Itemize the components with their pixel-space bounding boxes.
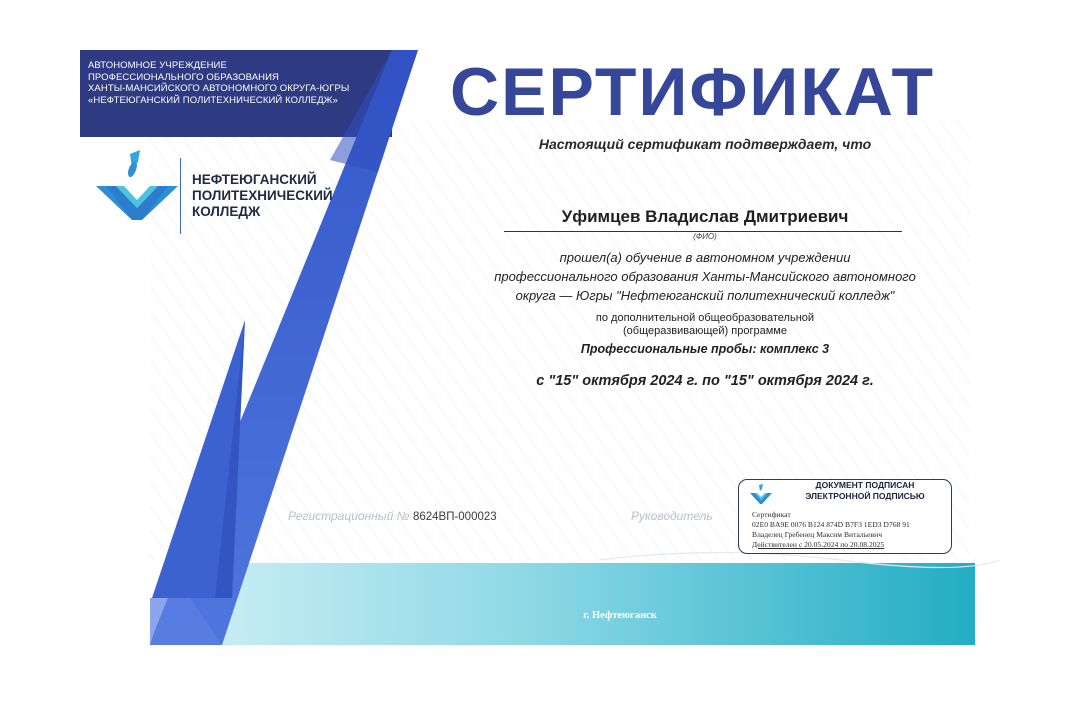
org-header-line: ХАНТЫ-МАНСИЙСКОГО АВТОНОМНОГО ОКРУГА-ЮГРЫ [88,83,350,94]
logo-divider [180,158,181,234]
esign-title-line: ДОКУМЕНТ ПОДПИСАН [815,480,915,490]
certificate-title: СЕРТИФИКАТ [450,54,936,130]
confirm-text: Настоящий сертификат подтверждает, что [538,136,872,152]
esign-title [775,480,955,502]
program-line: (общеразвивающей) программе [623,325,787,337]
logo-name [192,172,333,220]
esign-logo-icon [749,484,773,506]
description-line: прошел(а) обучение в автономном учреждении [559,250,851,265]
training-dates: с "15" октября 2024 г. по "15" октября 2024 г. [536,373,874,389]
logo-name-line: НЕФТЕЮГАНСКИЙ [192,172,317,187]
esign-valid: Действителен с 20.05.2024 по 20.08.2025 [752,540,885,549]
registration-number: 8624ВП-000023 [412,511,497,523]
org-header-line: «НЕФТЕЮГАНСКИЙ ПОЛИТЕХНИЧЕСКИЙ КОЛЛЕДЖ» [88,94,338,106]
logo-name-line: ПОЛИТЕХНИЧЕСКИЙ [192,188,333,203]
esign-title-line: ЭЛЕКТРОННОЙ ПОДПИСЬЮ [805,491,925,501]
org-header-line: АВТОНОМНОЕ УЧРЕЖДЕНИЕ [88,60,227,71]
city: г. Нефтеюганск [583,610,657,621]
logo-name-line: КОЛЛЕДЖ [192,204,261,219]
description-line: профессионального образования Ханты-Мансийского автономного [494,269,916,284]
registration-label: Регистрационный № [288,509,410,523]
description-line: округа — Югры "Нефтеюганский политехнический колледж" [515,288,895,303]
esign-stamp [738,479,952,554]
program-description [500,312,910,338]
org-header [88,60,388,106]
esign-info [752,510,948,550]
esign-cert-number: 02E0 BA9E 0076 B124 874D B7F3 1ED3 D768 91 [752,520,910,529]
teal-footer-band [150,563,975,645]
training-description [440,248,970,305]
head-signature-label: Руководитель [631,509,713,523]
esign-cert-label: Сертификат [752,510,791,519]
org-header-line: ПРОФЕССИОНАЛЬНОГО ОБРАЗОВАНИЯ [88,71,279,83]
program-line: по дополнительной общеобразовательной [595,312,815,324]
esign-owner: Владелец Гребенец Максим Витальевич [752,530,883,539]
registration [288,509,497,523]
name-caption: (ФИО) [693,232,717,241]
program-name: Профессиональные пробы: комплекс 3 [580,342,830,356]
college-logo-icon [92,150,182,225]
recipient-name: Уфимцев Владислав Дмитриевич [561,207,849,226]
